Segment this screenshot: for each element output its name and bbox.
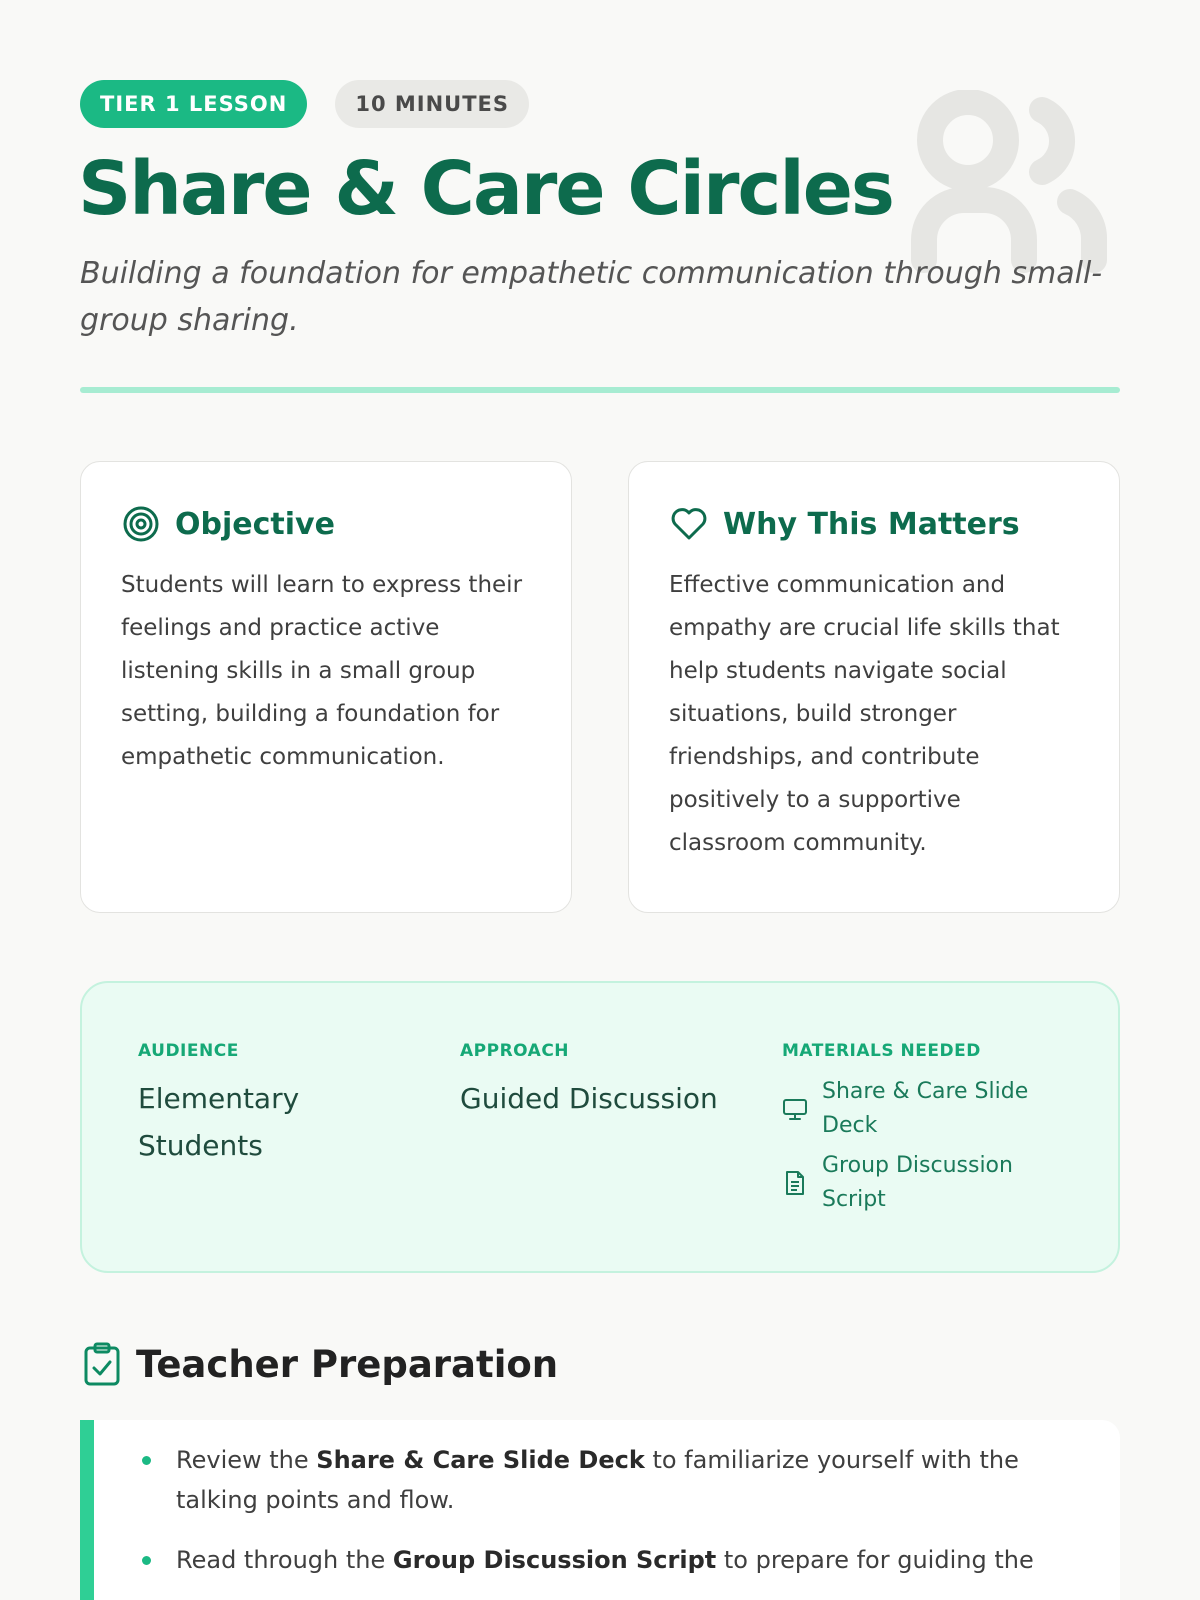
objective-header	[121, 504, 531, 544]
item-text: to familiarize yourself with the talking points and flow.	[176, 1446, 1019, 1514]
objective-title: Objective	[175, 506, 335, 542]
lesson-details-panel	[80, 981, 1120, 1273]
divider	[80, 387, 1120, 393]
list-item	[134, 1540, 1070, 1580]
material-text: Group Discussion Script	[822, 1153, 1013, 1212]
materials-column	[782, 1041, 1082, 1223]
lesson-page	[80, 0, 1120, 1600]
list-item	[134, 1440, 1070, 1520]
bullet	[142, 1556, 151, 1565]
why-title: Why This Matters	[723, 506, 1020, 542]
teacher-prep-title: Teacher Preparation	[136, 1342, 559, 1386]
item-text: to prepare for guiding the	[716, 1546, 1034, 1574]
audience-column	[138, 1041, 428, 1169]
item-highlight: Share & Care Slide Deck	[316, 1446, 645, 1474]
approach-column	[460, 1041, 750, 1122]
heart-icon	[669, 504, 709, 544]
audience-label: AUDIENCE	[138, 1041, 239, 1061]
item-highlight: Group Discussion Script	[392, 1546, 717, 1574]
document-icon	[782, 1170, 808, 1196]
teacher-prep-header	[82, 1342, 558, 1386]
why-text: Effective communication and empathy are crucial life skills that help students navigate social situations, build stronger friendships, and contribute positively to a supportive classroom community.	[669, 572, 1060, 856]
item-text: Read through the	[176, 1546, 393, 1574]
tier-badge: TIER 1 LESSON	[80, 80, 307, 128]
why-header	[669, 504, 1079, 544]
clipboard-check-icon	[82, 1342, 122, 1386]
material-item	[782, 1149, 1082, 1217]
item-text: Review the	[176, 1446, 317, 1474]
approach-label: APPROACH	[460, 1041, 570, 1061]
monitor-icon	[782, 1096, 808, 1122]
audience-value: Elementary Students	[138, 1082, 300, 1162]
material-text: Share & Care Slide Deck	[822, 1079, 1029, 1138]
bullet	[142, 1456, 151, 1465]
page-title: Share & Care Circles	[78, 146, 893, 232]
target-icon	[121, 504, 161, 544]
page-subtitle: Building a foundation for empathetic communication through small-group sharing.	[80, 256, 1103, 338]
material-item	[782, 1075, 1082, 1143]
objective-card	[80, 461, 572, 913]
approach-value: Guided Discussion	[460, 1082, 718, 1115]
badge-row	[80, 80, 529, 128]
objective-text: Students will learn to express their feelings and practice active listening skills in a small group setting, building a foundation for empathetic communication.	[121, 572, 523, 770]
teacher-prep-list	[80, 1420, 1120, 1600]
materials-label: MATERIALS NEEDED	[782, 1041, 981, 1061]
duration-badge: 10 MINUTES	[335, 80, 529, 128]
why-card	[628, 461, 1120, 913]
